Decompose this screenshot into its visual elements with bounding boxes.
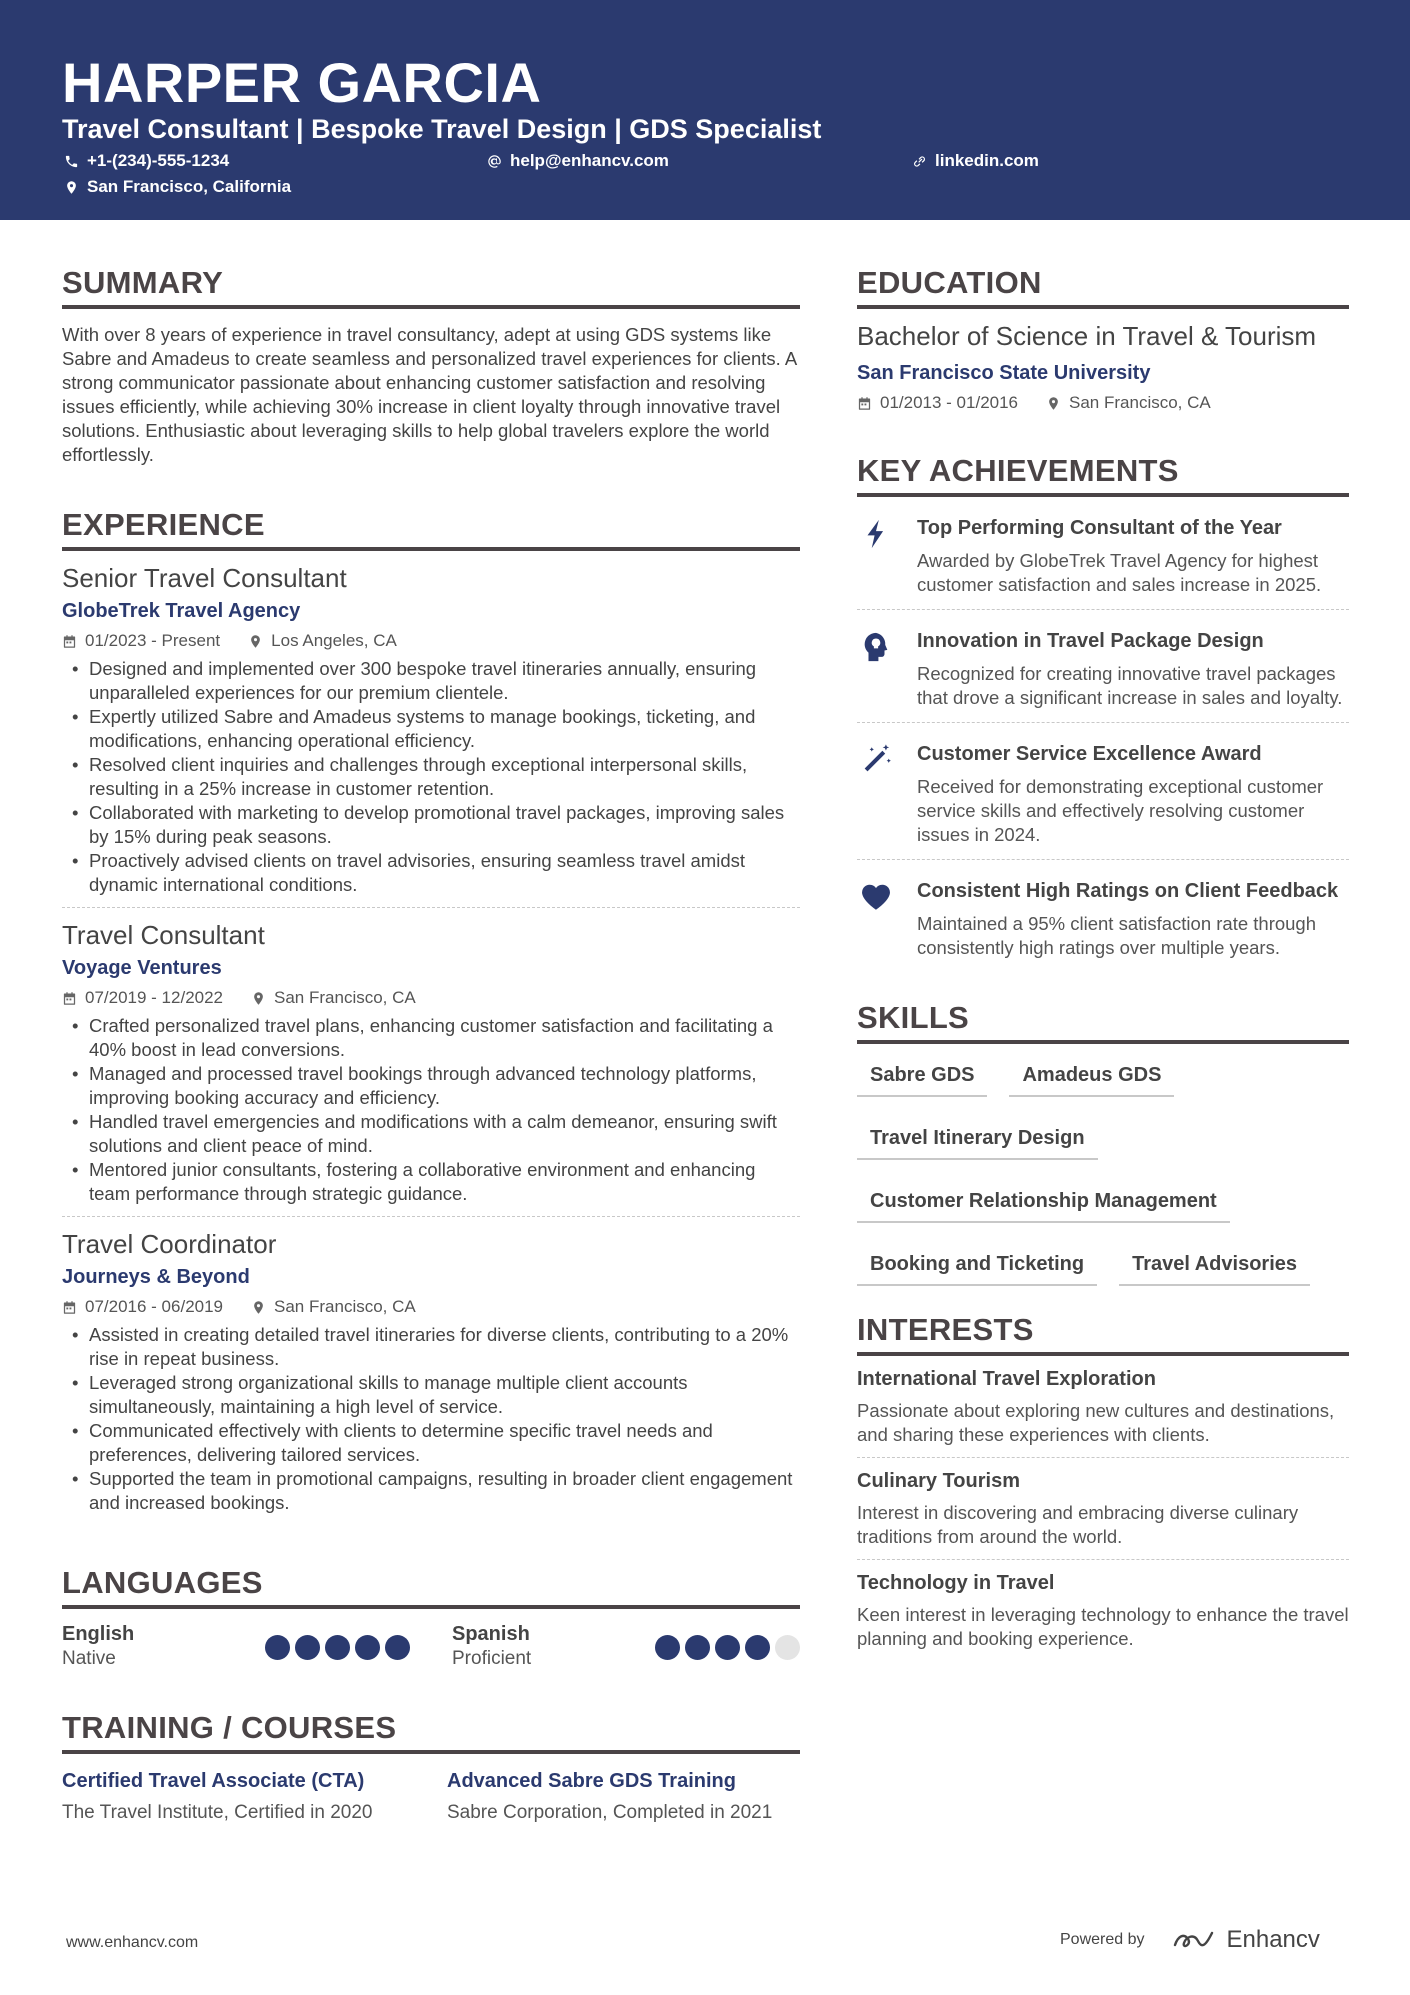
- job-bullet: • Resolved client inquiries and challenges through exceptional interpersonal skills, resulting in a 25% increase in customer retention.: [62, 753, 800, 801]
- job-location-text: San Francisco, CA: [274, 988, 416, 1007]
- achievement-body: [917, 878, 1349, 960]
- job-entry: [62, 551, 800, 907]
- achievement-desc: Maintained a 95% client satisfaction rate through consistently high ratings over multiple years.: [917, 913, 1317, 958]
- job-meta: [62, 631, 800, 651]
- rating-dot-filled: [355, 1635, 380, 1660]
- job-location: [251, 988, 416, 1008]
- job-role: Senior Travel Consultant: [62, 563, 347, 593]
- language-name: Spanish: [452, 1623, 530, 1645]
- skill-tag: Booking and Ticketing: [857, 1245, 1097, 1286]
- enhancv-logo[interactable]: [1171, 1926, 1320, 1954]
- skills-heading: SKILLS: [857, 1000, 1349, 1044]
- degree-title: Bachelor of Science in Travel & Tourism: [857, 321, 1317, 351]
- languages-section: [62, 1565, 800, 1670]
- achievement-desc: Received for demonstrating exceptional customer service skills and effectively resolving customer issues in 2024.: [917, 776, 1324, 845]
- language-rating: [655, 1635, 800, 1660]
- education-location: [1046, 393, 1211, 413]
- experience-section: [62, 507, 800, 1525]
- school-name: San Francisco State University: [857, 362, 1151, 384]
- skills-row: [857, 1182, 1349, 1223]
- job-role: Travel Coordinator: [62, 1229, 277, 1259]
- education-meta: [857, 393, 1349, 413]
- achievement-item: [857, 722, 1349, 859]
- powered-by-text: Powered by: [1060, 1931, 1145, 1948]
- job-company: Journeys & Beyond: [62, 1266, 250, 1288]
- interest-title: International Travel Exploration: [857, 1368, 1156, 1390]
- job-bullets: [62, 1014, 800, 1206]
- course-item: [447, 1770, 800, 1825]
- at-icon: [487, 154, 502, 169]
- language-rating: [265, 1635, 410, 1660]
- interest-title: Technology in Travel: [857, 1572, 1055, 1594]
- calendar-icon: [62, 634, 77, 649]
- skills-row: [857, 1245, 1349, 1286]
- calendar-icon: [62, 991, 77, 1006]
- language-item: [62, 1623, 410, 1670]
- link-icon: [912, 154, 927, 169]
- languages-list: [62, 1623, 800, 1670]
- job-dates: [62, 1297, 223, 1317]
- contact-location: [64, 177, 291, 197]
- job-company: GlobeTrek Travel Agency: [62, 600, 301, 622]
- education-dates-text: 01/2013 - 01/2016: [880, 393, 1019, 412]
- job-bullet: • Expertly utilized Sabre and Amadeus systems to manage bookings, ticketing, and modifications, enhancing operational efficiency.: [62, 705, 800, 753]
- location-pin-icon: [248, 634, 263, 649]
- skill-tag: Customer Relationship Management: [857, 1182, 1230, 1223]
- job-bullet: • Crafted personalized travel plans, enhancing customer satisfaction and facilitating a 40% boost in lead conversions.: [62, 1014, 800, 1062]
- interest-desc: Keen interest in leveraging technology to enhance the travel planning and booking experience.: [857, 1604, 1349, 1649]
- location-pin-icon: [1046, 396, 1061, 411]
- course-desc: The Travel Institute, Certified in 2020: [62, 1802, 373, 1823]
- job-bullet: • Supported the team in promotional campaigns, resulting in broader client engagement and increased bookings.: [62, 1467, 800, 1515]
- job-bullet: • Leveraged strong organizational skills to manage multiple client accounts simultaneously, maintaining a high level of service.: [62, 1371, 800, 1419]
- job-company: Voyage Ventures: [62, 957, 222, 979]
- language-text: [452, 1623, 531, 1670]
- job-bullet: • Managed and processed travel bookings through advanced technology platforms, improving booking accuracy and efficiency.: [62, 1062, 800, 1110]
- interest-title: Culinary Tourism: [857, 1470, 1020, 1492]
- brand-name: Enhancv: [1226, 1926, 1320, 1953]
- job-location: [251, 1297, 416, 1317]
- achievement-item: [857, 497, 1349, 609]
- location-pin-icon: [251, 991, 266, 1006]
- education-location-text: San Francisco, CA: [1069, 393, 1211, 412]
- interest-desc: Passionate about exploring new cultures and destinations, and sharing these experiences with clients.: [857, 1400, 1335, 1445]
- rating-dot-empty: [775, 1635, 800, 1660]
- achievement-desc: Awarded by GlobeTrek Travel Agency for highest customer satisfaction and sales increase in 2025.: [917, 550, 1322, 595]
- skills-row: [857, 1119, 1349, 1160]
- summary-section: [62, 265, 800, 467]
- language-level: Native: [62, 1648, 116, 1669]
- contact-email[interactable]: [487, 151, 669, 171]
- job-bullet: • Mentored junior consultants, fostering a collaborative environment and enhancing team performance through strategic guidance.: [62, 1158, 800, 1206]
- course-title: Certified Travel Associate (CTA): [62, 1770, 365, 1792]
- language-name: English: [62, 1623, 135, 1645]
- interest-desc: Interest in discovering and embracing diverse culinary traditions from around the world.: [857, 1502, 1299, 1547]
- magic-wand-icon: [859, 743, 893, 777]
- achievement-body: [917, 515, 1349, 597]
- achievement-title: Top Performing Consultant of the Year: [917, 517, 1282, 539]
- job-bullet: • Handled travel emergencies and modifications with a calm demeanor, ensuring swift solutions and client peace of mind.: [62, 1110, 800, 1158]
- skills-row: [857, 1056, 1349, 1097]
- achievements-section: [857, 453, 1349, 972]
- job-dates-text: 07/2019 - 12/2022: [85, 988, 224, 1007]
- interest-item: [857, 1457, 1349, 1559]
- interests-section: [857, 1312, 1349, 1661]
- candidate-name: HARPER GARCIA: [62, 51, 542, 114]
- skill-tag: Travel Advisories: [1119, 1245, 1310, 1286]
- skill-tag: Sabre GDS: [857, 1056, 987, 1097]
- language-item: [452, 1623, 800, 1670]
- job-bullet: • Communicated effectively with clients to determine specific travel needs and preferences, delivering tailored services.: [62, 1419, 800, 1467]
- course-title: Advanced Sabre GDS Training: [447, 1770, 736, 1792]
- language-level: Proficient: [452, 1648, 532, 1669]
- job-dates: [62, 631, 220, 651]
- interests-heading: INTERESTS: [857, 1312, 1349, 1356]
- education-section: [857, 265, 1349, 413]
- summary-heading: SUMMARY: [62, 265, 800, 309]
- location-text: San Francisco, California: [87, 177, 292, 196]
- skills-section: [857, 1000, 1349, 1286]
- rating-dot-filled: [265, 1635, 290, 1660]
- achievement-title: Consistent High Ratings on Client Feedback: [917, 880, 1339, 902]
- resume-header: [0, 0, 1410, 220]
- achievement-body: [917, 628, 1349, 710]
- training-heading: TRAINING / COURSES: [62, 1710, 800, 1754]
- job-bullets: [62, 657, 800, 897]
- training-section: [62, 1710, 800, 1825]
- contact-phone[interactable]: [64, 151, 229, 171]
- rating-dot-filled: [715, 1635, 740, 1660]
- achievement-icon-wrap: [857, 515, 895, 597]
- job-dates-text: 01/2023 - Present: [85, 631, 221, 650]
- courses-list: [62, 1770, 800, 1825]
- candidate-title: Travel Consultant | Bespoke Travel Design | GDS Specialist: [62, 114, 822, 144]
- achievement-title: Customer Service Excellence Award: [917, 743, 1262, 765]
- language-text: [62, 1623, 134, 1670]
- phone-icon: [64, 154, 79, 169]
- rating-dot-filled: [295, 1635, 320, 1660]
- achievement-item: [857, 609, 1349, 722]
- job-bullet: • Collaborated with marketing to develop promotional travel packages, improving sales by 15% during peak seasons.: [62, 801, 800, 849]
- contact-linkedin[interactable]: [912, 151, 1039, 171]
- education-heading: EDUCATION: [857, 265, 1349, 309]
- rating-dot-filled: [745, 1635, 770, 1660]
- location-pin-icon: [251, 1300, 266, 1315]
- footer-website[interactable]: www.enhancv.com: [66, 1934, 199, 1951]
- skills-list: [857, 1056, 1349, 1286]
- enhancv-logo-icon: [1171, 1927, 1219, 1953]
- rating-dot-filled: [655, 1635, 680, 1660]
- job-bullet: • Proactively advised clients on travel advisories, ensuring seamless travel amidst dynamic international conditions.: [62, 849, 800, 897]
- linkedin-text: linkedin.com: [935, 151, 1039, 170]
- rating-dot-filled: [385, 1635, 410, 1660]
- education-dates: [857, 393, 1018, 413]
- job-meta: [62, 988, 800, 1008]
- achievement-desc: Recognized for creating innovative travel packages that drove a significant increase in sales and loyalty.: [917, 663, 1343, 708]
- achievement-icon-wrap: [857, 628, 895, 710]
- job-location-text: San Francisco, CA: [274, 1297, 416, 1316]
- calendar-icon: [62, 1300, 77, 1315]
- job-entry: [62, 907, 800, 1216]
- job-bullet: • Assisted in creating detailed travel itineraries for diverse clients, contributing to a 20% rise in repeat business.: [62, 1323, 800, 1371]
- skill-tag: Travel Itinerary Design: [857, 1119, 1098, 1160]
- heart-icon: [859, 880, 893, 914]
- lightning-icon: [859, 517, 893, 551]
- right-column: [857, 265, 1349, 1661]
- achievement-icon-wrap: [857, 741, 895, 847]
- summary-text: With over 8 years of experience in travel consultancy, adept at using GDS systems like Sabre and Amadeus to create seamless and personalized travel experiences for clients. A strong communicator passionate about enhancing customer satisfaction and resolving issues efficiently, while achieving 30% increase in client loyalty through innovative travel solutions. Enthusiastic about leveraging skills to help global travelers explore the world effortlessly.: [62, 324, 797, 465]
- head-idea-icon: [859, 630, 893, 664]
- left-column: [62, 265, 800, 1825]
- email-text: help@enhancv.com: [510, 151, 669, 170]
- rating-dot-filled: [325, 1635, 350, 1660]
- course-item: [62, 1770, 415, 1825]
- location-pin-icon: [64, 180, 79, 195]
- job-dates-text: 07/2016 - 06/2019: [85, 1297, 224, 1316]
- experience-heading: EXPERIENCE: [62, 507, 800, 551]
- achievement-icon-wrap: [857, 878, 895, 960]
- achievement-body: [917, 741, 1349, 847]
- interest-item: [857, 1356, 1349, 1457]
- achievement-item: [857, 859, 1349, 972]
- calendar-icon: [857, 396, 872, 411]
- achievements-heading: KEY ACHIEVEMENTS: [857, 453, 1349, 497]
- job-dates: [62, 988, 223, 1008]
- job-bullets: [62, 1323, 800, 1515]
- phone-text: +1-(234)-555-1234: [87, 151, 230, 170]
- interest-item: [857, 1559, 1349, 1661]
- rating-dot-filled: [685, 1635, 710, 1660]
- footer-branding: [1060, 1926, 1320, 1954]
- languages-heading: LANGUAGES: [62, 1565, 800, 1609]
- achievement-title: Innovation in Travel Package Design: [917, 630, 1264, 652]
- course-desc: Sabre Corporation, Completed in 2021: [447, 1802, 773, 1823]
- job-location-text: Los Angeles, CA: [271, 631, 397, 650]
- job-meta: [62, 1297, 800, 1317]
- job-location: [248, 631, 397, 651]
- job-bullet: • Designed and implemented over 300 bespoke travel itineraries annually, ensuring unparalleled experiences for our premium clientele.: [62, 657, 800, 705]
- job-entry: [62, 1216, 800, 1525]
- skill-tag: Amadeus GDS: [1009, 1056, 1174, 1097]
- job-role: Travel Consultant: [62, 920, 265, 950]
